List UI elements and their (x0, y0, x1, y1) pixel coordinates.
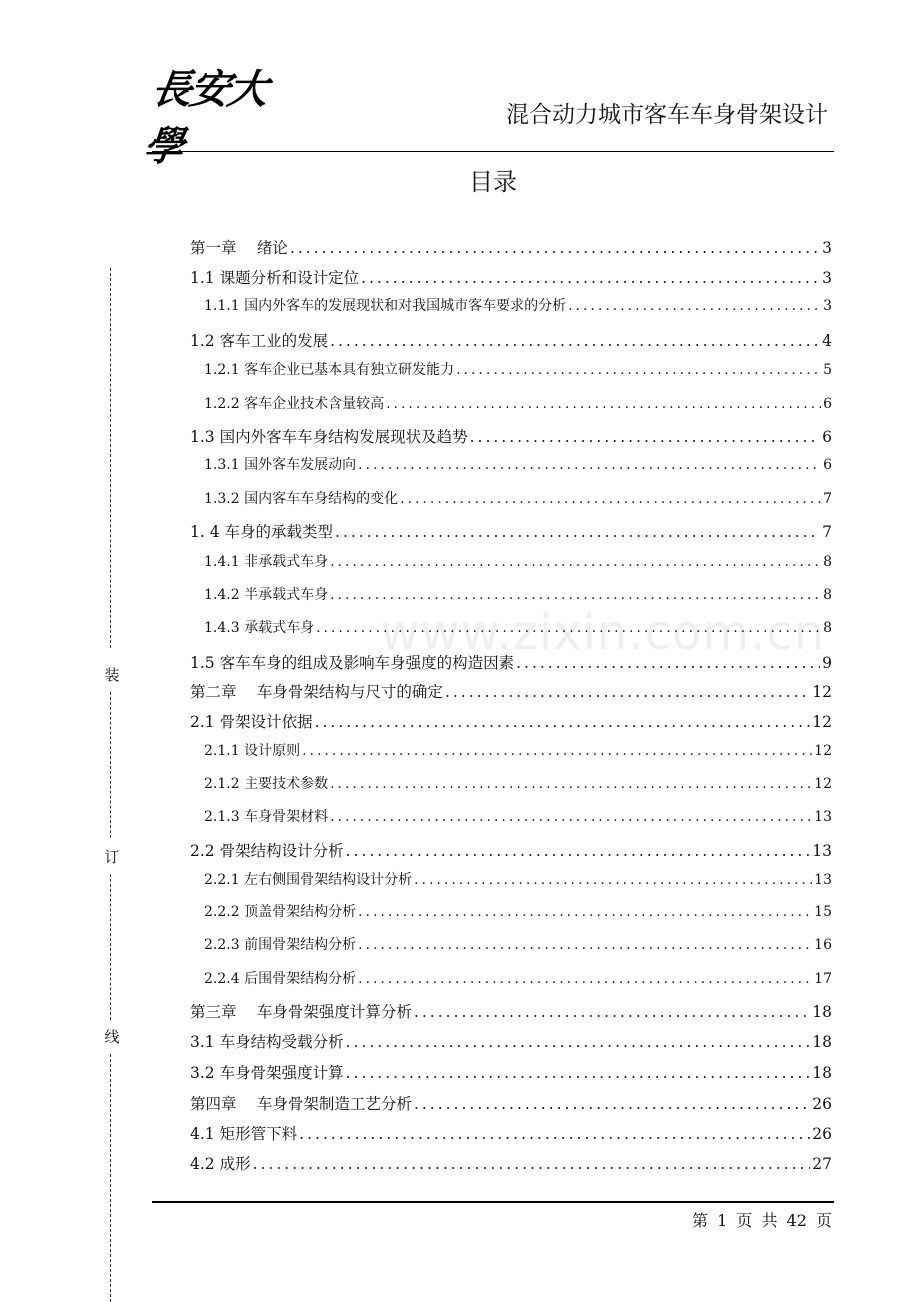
toc-entry[interactable] (204, 968, 832, 988)
toc-entry-title: 1.4.3 承载式车身 (204, 620, 315, 636)
toc-entry[interactable] (204, 359, 832, 379)
toc-entry-title: 2.2.2 顶盖骨架结构分析 (204, 904, 357, 920)
toc-entry[interactable] (204, 488, 832, 508)
toc-entry-title: 2.1.1 设计原则 (204, 743, 301, 759)
toc-leader-dots (358, 937, 812, 953)
footer-rule (152, 1201, 834, 1203)
toc-entry[interactable] (204, 454, 832, 474)
toc-entry[interactable] (190, 1030, 832, 1052)
toc-leader-dots (414, 1003, 810, 1021)
toc-entry[interactable] (190, 680, 832, 702)
binding-margin (104, 268, 118, 1302)
toc-leader-dots (414, 1095, 810, 1113)
toc-entry[interactable] (204, 806, 832, 826)
toc-entry-title: 1.4.1 非承载式车身 (204, 554, 329, 570)
toc-entry-page: 15 (814, 904, 832, 920)
toc-entry[interactable] (204, 740, 832, 760)
document-title: 混合动力城市客车车身骨架设计 (506, 102, 828, 128)
toc-leader-dots (568, 298, 821, 314)
toc-leader-dots (335, 523, 820, 541)
toc-entry[interactable] (204, 869, 832, 889)
toc-entry[interactable] (190, 1061, 832, 1083)
toc-leader-dots (445, 683, 810, 701)
binding-char-ding: 订 (104, 848, 120, 866)
toc-leader-dots (346, 842, 811, 860)
toc-leader-dots (346, 1064, 811, 1082)
toc-leader-dots (358, 904, 812, 920)
toc-entry-page: 7 (823, 491, 832, 507)
toc-leader-dots (253, 1155, 811, 1173)
toc-entry-page: 13 (814, 872, 832, 888)
toc-entry-page: 3 (823, 298, 832, 314)
toc-entry-page: 5 (823, 362, 832, 378)
toc-leader-dots (346, 1033, 811, 1051)
toc-leader-dots (290, 239, 820, 257)
toc-entry-page: 12 (812, 713, 832, 731)
toc-leader-dots (330, 332, 820, 350)
toc-entry-title: 第二章 车身骨架结构与尺寸的确定 (190, 683, 443, 701)
toc-entry[interactable] (190, 236, 832, 258)
toc-leader-dots (315, 713, 811, 731)
toc-entry[interactable] (190, 1122, 832, 1144)
toc-entry-page: 18 (812, 1003, 832, 1021)
toc-leader-dots (358, 971, 812, 987)
toc-leader-dots (330, 587, 821, 603)
toc-leader-dots (400, 491, 821, 507)
toc-entry-title: 1.3 国内外客车车身结构发展现状及趋势 (190, 428, 468, 446)
toc-leader-dots (456, 362, 821, 378)
toc-entry[interactable] (204, 584, 832, 604)
toc-entry-page: 8 (823, 620, 832, 636)
toc-entry[interactable] (190, 1092, 832, 1114)
toc-entry-page: 6 (823, 457, 832, 473)
toc-entry[interactable] (190, 839, 832, 861)
toc-entry-page: 9 (822, 654, 832, 672)
toc-entry-title: 3.1 车身结构受载分析 (190, 1033, 344, 1051)
toc-entry-title: 2.2.4 后围骨架结构分析 (204, 971, 357, 987)
toc-entry[interactable] (204, 551, 832, 571)
toc-entry-title: 1.2 客车工业的发展 (190, 332, 329, 350)
toc-entry-page: 8 (823, 554, 832, 570)
toc-leader-dots (302, 743, 812, 759)
toc-leader-dots (330, 776, 812, 792)
toc-leader-dots (330, 809, 812, 825)
toc-entry-page: 3 (822, 269, 832, 287)
toc-entry[interactable] (190, 329, 832, 351)
toc-entry-title: 2.1.2 主要技术参数 (204, 776, 329, 792)
toc-entry[interactable] (204, 773, 832, 793)
toc-entry[interactable] (190, 520, 832, 542)
toc-entry-title: 4.1 矩形管下料 (190, 1125, 298, 1143)
toc-entry[interactable] (190, 1000, 832, 1022)
toc-entry-title: 1. 4 车身的承载类型 (190, 523, 334, 541)
toc-entry-page: 13 (814, 809, 832, 825)
toc-entry[interactable] (204, 934, 832, 954)
toc-entry-title: 1.3.2 国内客车车身结构的变化 (204, 491, 399, 507)
toc-entry-title: 2.2.3 前围骨架结构分析 (204, 937, 357, 953)
toc-entry-title: 2.2 骨架结构设计分析 (190, 842, 344, 860)
toc-leader-dots (414, 872, 812, 888)
toc-entry-page: 4 (822, 332, 832, 350)
toc-leader-dots (386, 396, 821, 412)
toc-entry[interactable] (190, 710, 832, 732)
toc-entry-title: 第四章 车身骨架制造工艺分析 (190, 1095, 412, 1113)
binding-dashed-line (110, 1054, 111, 1302)
toc-entry-page: 16 (814, 937, 832, 953)
header-rule (152, 151, 834, 152)
page-number: 第 1 页 共 42 页 (692, 1211, 832, 1230)
toc-entry-page: 6 (823, 396, 832, 412)
toc-entry-page: 6 (822, 428, 832, 446)
toc-entry-title: 第三章 车身骨架强度计算分析 (190, 1003, 412, 1021)
toc-entry-title: 1.4.2 半承载式车身 (204, 587, 329, 603)
toc-leader-dots (358, 457, 821, 473)
toc-entry-title: 1.2.2 客车企业技术含量较高 (204, 396, 385, 412)
toc-entry[interactable] (204, 295, 832, 315)
toc-entry[interactable] (204, 901, 832, 921)
toc-entry-page: 26 (812, 1095, 832, 1113)
binding-char-xian: 线 (104, 1028, 120, 1046)
toc-entry-title: 1.1.1 国内外客车的发展现状和对我国城市客车要求的分析 (204, 298, 567, 314)
toc-entry-title: 1.3.1 国外客车发展动向 (204, 457, 357, 473)
binding-dashed-line (110, 268, 111, 648)
toc-entry-page: 12 (812, 683, 832, 701)
toc-entry-page: 26 (812, 1125, 832, 1143)
binding-char-zhuang: 装 (104, 666, 120, 684)
toc-entry-title: 4.2 成形 (190, 1155, 251, 1173)
toc-entry-title: 2.1 骨架设计依据 (190, 713, 313, 731)
toc-heading: 目录 (469, 168, 517, 196)
university-logo: 長安大學 (140, 66, 270, 170)
toc-leader-dots (299, 1125, 810, 1143)
toc-entry-page: 18 (812, 1033, 832, 1051)
toc-entry[interactable] (204, 393, 832, 413)
toc-leader-dots (470, 428, 821, 446)
toc-entry-title: 3.2 车身骨架强度计算 (190, 1064, 344, 1082)
toc-entry-page: 3 (822, 239, 832, 257)
binding-dashed-line (110, 692, 111, 838)
toc-leader-dots (330, 554, 821, 570)
toc-entry-page: 27 (812, 1155, 832, 1173)
toc-leader-dots (361, 269, 820, 287)
toc-entry-page: 7 (822, 523, 832, 541)
toc-entry-title: 1.1 课题分析和设计定位 (190, 269, 360, 287)
toc-entry-page: 18 (812, 1064, 832, 1082)
toc-entry-page: 8 (823, 587, 832, 603)
toc-entry-title: 1.2.1 客车企业已基本具有独立研发能力 (204, 362, 455, 378)
binding-dashed-line (110, 874, 111, 1020)
toc-entry-title: 2.2.1 左右侧围骨架结构设计分析 (204, 872, 413, 888)
toc-entry-page: 12 (814, 776, 832, 792)
toc-entry-page: 17 (814, 971, 832, 987)
toc-entry-title: 1.5 客车车身的组成及影响车身强度的构造因素 (190, 654, 515, 672)
watermark: www.zixin.com.cn (380, 605, 826, 661)
toc-entry[interactable] (190, 425, 832, 447)
toc-entry[interactable] (190, 266, 832, 288)
toc-entry[interactable] (190, 1152, 832, 1174)
toc-entry-page: 12 (814, 743, 832, 759)
toc-entry-title: 2.1.3 车身骨架材料 (204, 809, 329, 825)
toc-entry-page: 13 (812, 842, 832, 860)
toc-entry-title: 第一章 绪论 (190, 239, 288, 257)
